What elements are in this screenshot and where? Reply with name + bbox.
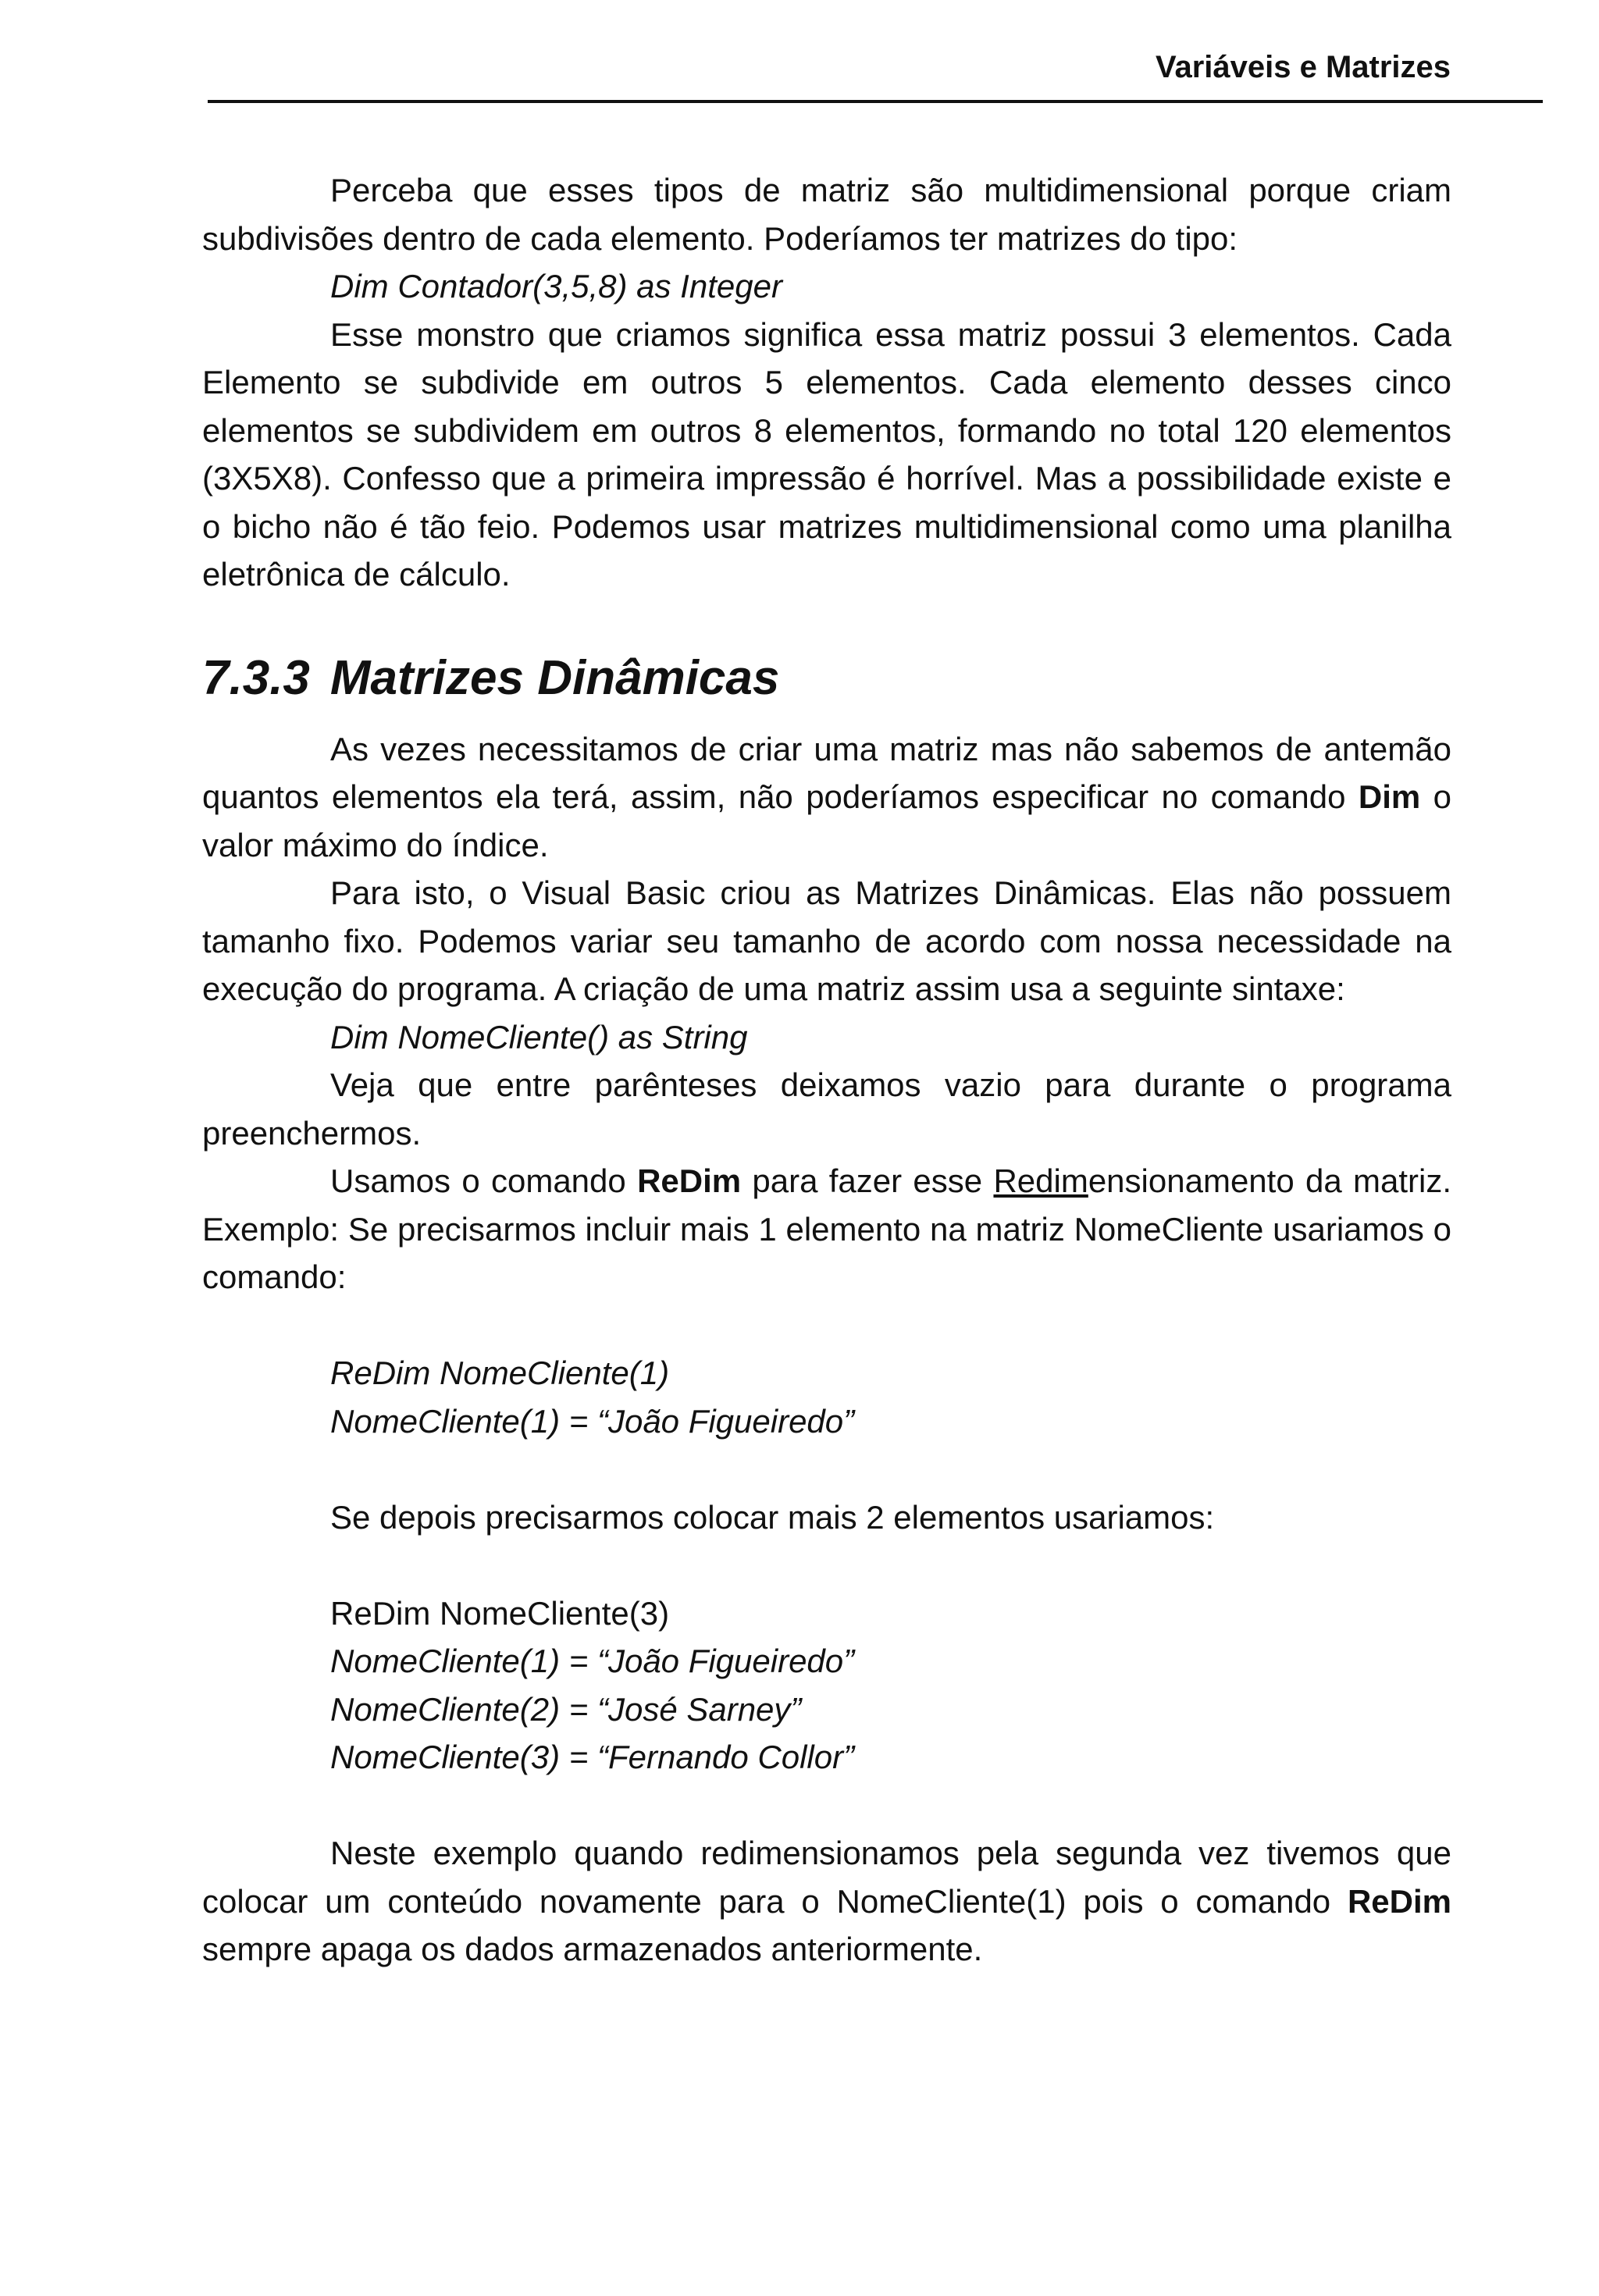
bold-keyword: ReDim [1347,1882,1451,1920]
text-run: para fazer esse [741,1162,994,1199]
bold-keyword: ReDim [637,1162,742,1199]
code-line: NomeCliente(1) = “João Figueiredo” [330,1643,855,1679]
code-line: Dim NomeCliente() as String [330,1018,748,1055]
paragraph: Perceba que esses tipos de matriz são multidimensional porque criam subdivisões dentro de cada elemento. Poderíamos ter matrizes do tipo: [202,172,1451,257]
paragraph: Esse monstro que criamos significa essa matriz possui 3 elementos. Cada Elemento se subdivide em outros 5 elementos. Cada elemento desses cinco elementos se subdividem em outros 8 elementos, formando no total 120 elementos (3X5X8). Confesso que a primeira impressão é horrível. Mas a possibilidade existe e o bicho não é tão feio. Podemos usar matrizes multidimensional como uma planilha eletrônica de cálculo. [202,315,1451,593]
paragraph [202,1157,1451,1301]
header-rule [208,100,1543,103]
text-run: As vezes necessitamos de criar uma matriz mas não sabemos de antemão quantos elementos ela terá, assim, não poderíamos especificar no comando [202,730,1451,815]
underlined-text: Redim [993,1162,1088,1199]
text-run: o valor máximo do índice. [202,778,1452,863]
code-line: ReDim NomeCliente(3) [330,1594,670,1632]
blank-line [202,1301,1451,1350]
code-line: NomeCliente(2) = “José Sarney” [330,1690,802,1728]
blank-line [202,1445,1451,1493]
section-heading [202,599,1451,725]
paragraph: Se depois precisarmos colocar mais 2 elementos usariamos: [330,1498,1215,1536]
running-header-title: Variáveis e Matrizes [1155,50,1451,84]
text-run: sempre apaga os dados armazenados anteriormente. [202,1931,983,1967]
text-run: Usamos o comando [330,1162,638,1199]
paragraph: Veja que entre parênteses deixamos vazio para durante o programa preenchermos. [202,1066,1451,1152]
text-run: Neste exemplo quando redimensionamos pela segunda vez tivemos que colocar um conteúdo novamente para o NomeCliente(1) pois o comando [202,1835,1451,1920]
code-line: NomeCliente(3) = “Fernando Collor” [330,1739,855,1775]
code-line: ReDim NomeCliente(1) [330,1354,670,1391]
bold-keyword: Dim [1358,778,1421,815]
code-line: NomeCliente(1) = “João Figueiredo” [330,1402,855,1440]
blank-line [202,1541,1451,1589]
paragraph [202,1829,1451,1974]
text-run: ensionamento da matriz. Exemplo: Se precisarmos incluir mais 1 elemento na matriz NomeCliente usariamos o comando: [202,1162,1451,1295]
paragraph [202,725,1451,870]
page-body [202,166,1451,1974]
section-number: 7.3.3 [202,650,310,705]
code-line: Dim Contador(3,5,8) as Integer [330,268,782,304]
section-title: Matrizes Dinâmicas [329,650,780,705]
paragraph: Para isto, o Visual Basic criou as Matrizes Dinâmicas. Elas não possuem tamanho fixo. Podemos variar seu tamanho de acordo com nossa necessidade na execução do programa. A criação de uma matriz assim usa a seguinte sintaxe: [202,874,1451,1007]
blank-line [202,1782,1451,1830]
